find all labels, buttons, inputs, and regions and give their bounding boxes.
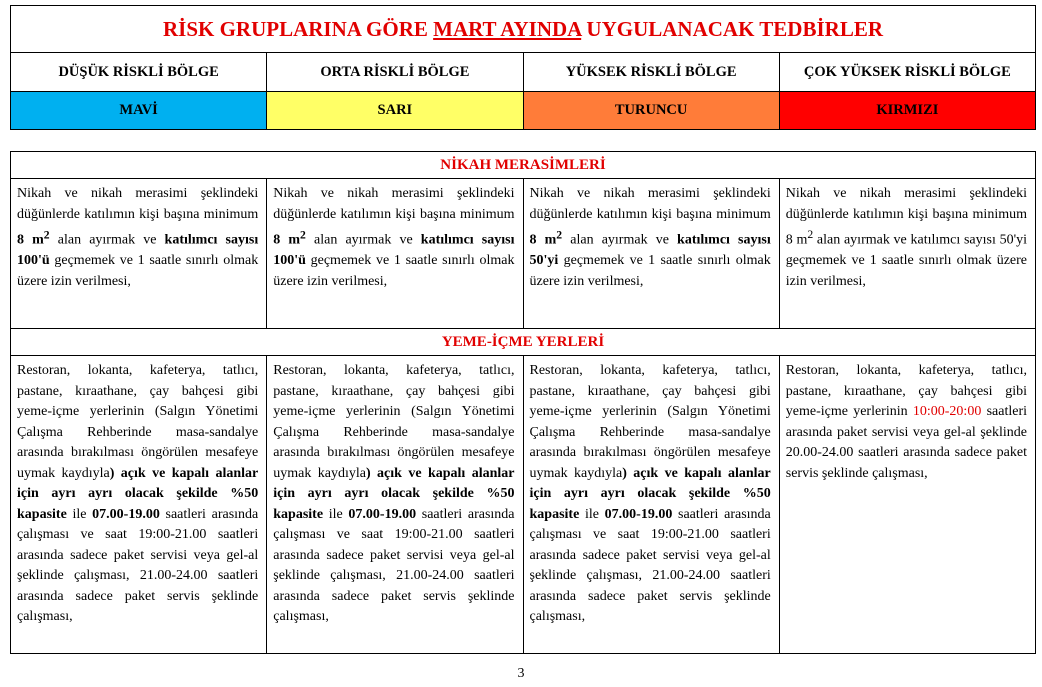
nikah-cell-high [523, 179, 779, 329]
zone-low-color: MAVİ [11, 92, 267, 130]
zone-medium-header: ORTA RİSKLİ BÖLGE [267, 53, 523, 92]
text-bold: katılımcı sayısı 50'yi [529, 232, 771, 269]
text: alan ayırmak ve katılımcı sayısı 50'yi geçmemek ve 1 saatle sınırlı olmak üzere izin verilmesi, [785, 232, 1028, 289]
risk-groups-header-table [10, 5, 1036, 130]
text: Nikah ve nikah merasimi şeklindeki düğünlerde katılımın kişi başına minimum [529, 186, 771, 222]
text: saatleri arasında çalışması ve saat 19:00-21.00 saatleri arasında sadece paket servisi veya gel-al şeklinde çalışması, 21.00-24.00 saatleri arasında sadece paket servis şeklinde çalışması, [17, 506, 259, 624]
zone-low-header: DÜŞÜK RİSKLİ BÖLGE [11, 53, 267, 92]
text-bold: katılımcı sayısı 100'ü [273, 232, 515, 269]
text: Restoran, lokanta, kafeterya, tatlıcı, pastane, kıraathane, çay bahçesi gibi yeme-içme yerlerinin (Salgın Yönetimi Çalışma Rehberinde masa-sandalye arasında bırakılması öngörülen mesafeye uymak kaydıyla [529, 363, 771, 481]
text: saatleri arasında çalışması ve saat 19:00-21.00 saatleri arasında sadece paket servisi veya gel-al şeklinde çalışması, 21.00-24.00 saatleri arasında sadece paket servis şeklinde çalışması, [273, 506, 515, 624]
text-bold: 8 m [529, 232, 557, 248]
text: alan ayırmak ve [49, 232, 165, 248]
zone-medium-color: SARI [267, 92, 523, 130]
zone-very-high-header: ÇOK YÜKSEK RİSKLİ BÖLGE [779, 53, 1035, 92]
text-bold: ) açık ve kapalı alanlar için ayrı ayrı olacak şekilde %50 kapasite [529, 465, 771, 522]
text: alan ayırmak ve [305, 232, 421, 248]
superscript: 2 [43, 228, 50, 241]
text: Nikah ve nikah merasimi şeklindeki düğünlerde katılımın kişi başına minimum [273, 186, 515, 222]
text: ile [66, 506, 93, 522]
text-bold: 07.00-19.00 [348, 506, 417, 522]
text-bold: 07.00-19.00 [604, 506, 673, 522]
text: geçmemek ve 1 saatle sınırlı olmak üzere izin verilmesi, [529, 253, 771, 289]
text-bold: 8 m [17, 232, 44, 248]
measures-table [10, 151, 1036, 654]
yeme-cell-low [11, 356, 267, 654]
text: Restoran, lokanta, kafeterya, tatlıcı, pastane, kıraathane, çay bahçesi gibi yeme-içme yerlerinin (Salgın Yönetimi Çalışma Rehberinde masa-sandalye arasında bırakılması öngörülen mesafeye uymak kaydıyla [17, 363, 259, 481]
text: ile [579, 506, 605, 522]
section-heading-yeme-icme: YEME-İÇME YERLERİ [11, 329, 1036, 356]
superscript: 2 [300, 228, 306, 241]
superscript: 2 [807, 228, 814, 241]
text: geçmemek ve 1 saatle sınırlı olmak üzere izin verilmesi, [273, 253, 515, 289]
nikah-cell-medium [267, 179, 523, 329]
document-title [11, 6, 1036, 53]
text: geçmemek ve 1 saatle sınırlı olmak üzere izin verilmesi, [17, 253, 259, 289]
text-bold: 8 m [273, 232, 301, 248]
text-bold: ) açık ve kapalı alanlar için ayrı ayrı olacak şekilde %50 kapasite [17, 465, 259, 522]
text: Nikah ve nikah merasimi şeklindeki düğünlerde katılımın kişi başına minimum 8 m [785, 186, 1027, 248]
zone-very-high-color: KIRMIZI [779, 92, 1035, 130]
text: saatleri arasında paket servisi veya gel-al şeklinde 20.00-24.00 saatleri arasında sadece paket servis şeklinde çalışması, [785, 404, 1028, 481]
yeme-cell-high [523, 356, 779, 654]
nikah-cell-low [11, 179, 267, 329]
text-bold: ) açık ve kapalı alanlar için ayrı ayrı olacak şekilde %50 kapasite [273, 465, 515, 522]
zone-high-header: YÜKSEK RİSKLİ BÖLGE [523, 53, 779, 92]
title-suffix: UYGULANACAK TEDBİRLER [581, 16, 883, 41]
section-heading-nikah: NİKAH MERASİMLERİ [11, 152, 1036, 179]
nikah-cell-very-high [779, 179, 1035, 329]
page-number: 3 [517, 666, 525, 681]
text: ile [323, 506, 349, 522]
text-bold: 07.00-19.00 [92, 506, 160, 522]
text: Restoran, lokanta, kafeterya, tatlıcı, pastane, kıraathane, çay bahçesi gibi yeme-içme yerlerinin [785, 363, 1027, 419]
yeme-cell-medium [267, 356, 523, 654]
zone-high-color: TURUNCU [523, 92, 779, 130]
text: Nikah ve nikah merasimi şeklindeki düğünlerde katılımın kişi başına minimum [17, 186, 259, 222]
text-bold: katılımcı sayısı 100'ü [17, 232, 259, 269]
superscript: 2 [556, 228, 563, 241]
text: alan ayırmak ve [562, 232, 678, 248]
yeme-cell-very-high [779, 356, 1035, 654]
text: Restoran, lokanta, kafeterya, tatlıcı, pastane, kıraathane, çay bahçesi gibi yeme-içme yerlerinin (Salgın Yönetimi Çalışma Rehberinde masa-sandalye arasında bırakılması öngörülen mesafeye uymak kaydıyla [273, 363, 515, 481]
text: saatleri arasında çalışması ve saat 19:00-21.00 saatleri arasında sadece paket servisi veya gel-al şeklinde çalışması, 21.00-24.00 saatleri arasında sadece paket servis şeklinde çalışması, [529, 506, 771, 624]
text-red-hours: 10:00-20:00 [912, 404, 982, 419]
title-prefix: RİSK GRUPLARINA GÖRE [163, 16, 434, 41]
title-underlined-month: MART AYINDA [433, 16, 582, 41]
